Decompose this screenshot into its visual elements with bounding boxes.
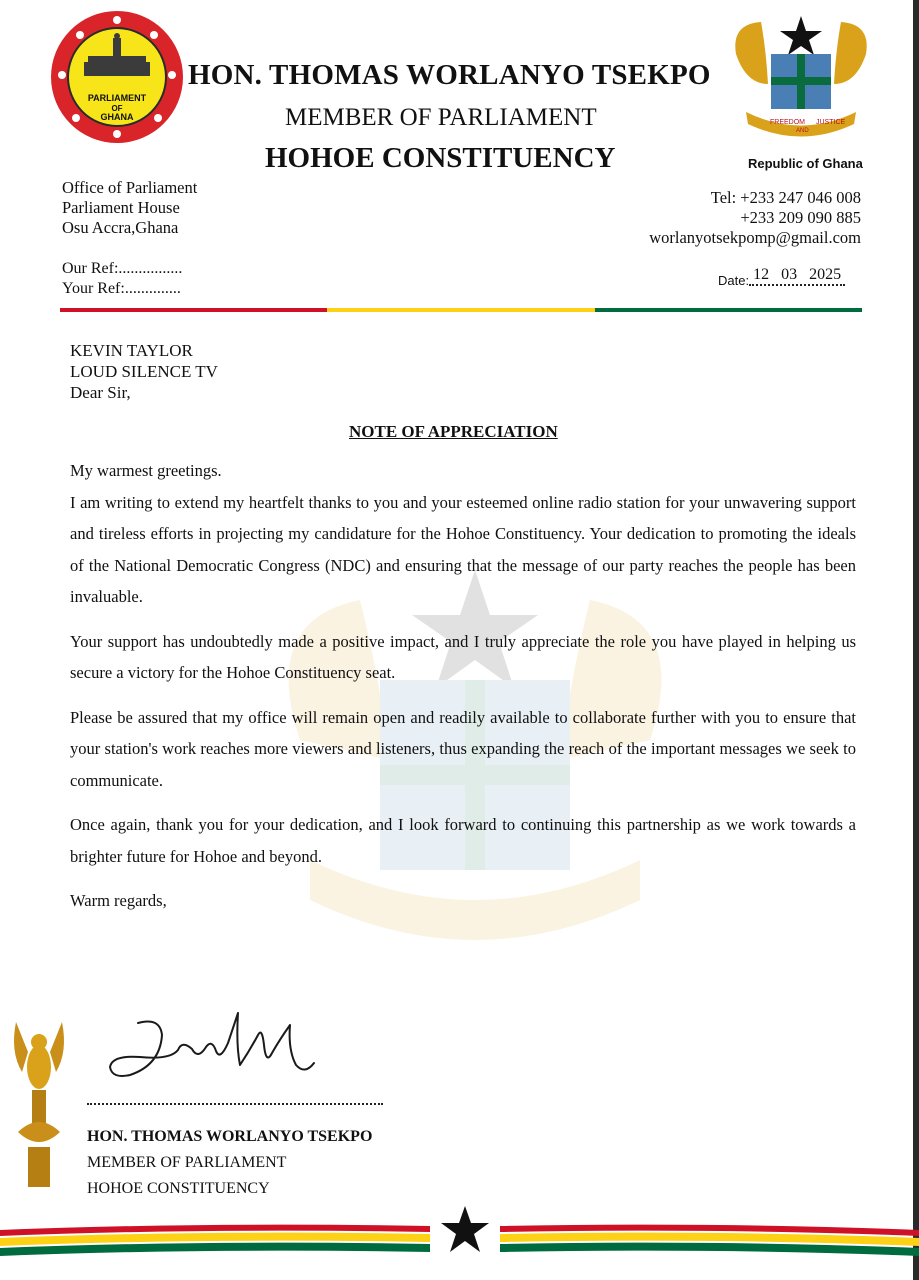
coat-motto-freedom: FREEDOM — [770, 119, 805, 126]
letter-body — [70, 455, 856, 930]
signature-block — [87, 1124, 372, 1202]
reference-lines — [62, 259, 182, 299]
parliament-logo-text-2: OF — [111, 104, 123, 113]
body-paragraph: Your support has undoubtedly made a positive impact, and I truly appreciate the role you have played in helping us secure a victory for the Hohoe Constituency seat. — [70, 631, 856, 682]
mp-name-heading: HON. THOMAS WORLANYO TSEKPO — [188, 59, 711, 91]
page-right-border — [913, 0, 919, 1280]
divider-red — [60, 308, 327, 312]
date-month: 03 — [781, 266, 798, 283]
contact-details — [649, 188, 861, 248]
your-ref: Your Ref:.............. — [62, 280, 181, 297]
address-line: Office of Parliament — [62, 178, 198, 197]
address-line: Parliament House — [62, 198, 180, 217]
date-value — [749, 266, 845, 286]
body-paragraph: Once again, thank you for your dedication, and I look forward to continuing this partnership as we work towards a brighter future for Hohoe and beyond. — [70, 815, 856, 866]
divider-green — [595, 308, 862, 312]
recipient-name: KEVIN TAYLOR — [70, 341, 193, 360]
email-address: worlanyotsekpomp@gmail.com — [649, 228, 861, 247]
signature-line — [87, 1103, 383, 1105]
body-paragraph: Please be assured that my office will remain open and readily available to collaborate further with you to ensure that your station's work reaches more viewers and listeners, thus expanding the reach of the important messages we seek to communicate. — [70, 707, 856, 790]
greeting: My warmest greetings. — [70, 461, 222, 480]
telephone-1: Tel: +233 247 046 008 — [710, 188, 861, 207]
office-address — [62, 178, 197, 238]
black-star-icon — [438, 1204, 492, 1256]
signatory-constituency: HOHOE CONSTITUENCY — [87, 1180, 270, 1197]
our-ref: Our Ref:................ — [62, 260, 183, 277]
salutation: Dear Sir, — [70, 383, 131, 402]
divider-gold — [327, 308, 594, 312]
ghana-coat-of-arms-emblem — [726, 14, 876, 139]
constituency-heading: HOHOE CONSTITUENCY — [265, 142, 616, 174]
handwritten-signature — [100, 1005, 340, 1090]
recipient-organization: LOUD SILENCE TV — [70, 362, 218, 381]
signatory-title: MEMBER OF PARLIAMENT — [87, 1154, 287, 1171]
coat-motto-justice: JUSTICE — [816, 119, 846, 126]
date-day: 12 — [753, 266, 770, 283]
republic-label: Republic of Ghana — [748, 156, 863, 171]
parliament-of-ghana-emblem — [50, 10, 184, 144]
golden-eagle-emblem — [8, 1012, 70, 1192]
letter-subject: NOTE OF APPRECIATION — [349, 422, 558, 441]
parliament-logo-text-1: PARLIAMENT — [87, 93, 147, 103]
date-label: Date: — [718, 273, 750, 288]
closing: Warm regards, — [70, 891, 167, 910]
body-paragraph: I am writing to extend my heartfelt thanks to you and your esteemed online radio station for your unwavering support and tireless efforts in projecting my candidature for the Hohoe Constituency. Your dedication to promoting the ideals of the National Democratic Congress (NDC) and ensuring that the message of our party reaches the people has been invaluable. — [70, 492, 856, 606]
parliament-logo-text-3: GHANA — [100, 112, 134, 122]
signatory-name: HON. THOMAS WORLANYO TSEKPO — [87, 1128, 373, 1145]
address-line: Osu Accra,Ghana — [62, 218, 179, 237]
header-divider — [60, 308, 862, 312]
date-line — [718, 266, 845, 292]
telephone-2: +233 209 090 885 — [740, 208, 861, 227]
date-year: 2025 — [809, 266, 842, 283]
mp-title-heading: MEMBER OF PARLIAMENT — [285, 104, 597, 131]
coat-motto-and: AND — [796, 128, 809, 134]
recipient-block — [70, 340, 218, 403]
